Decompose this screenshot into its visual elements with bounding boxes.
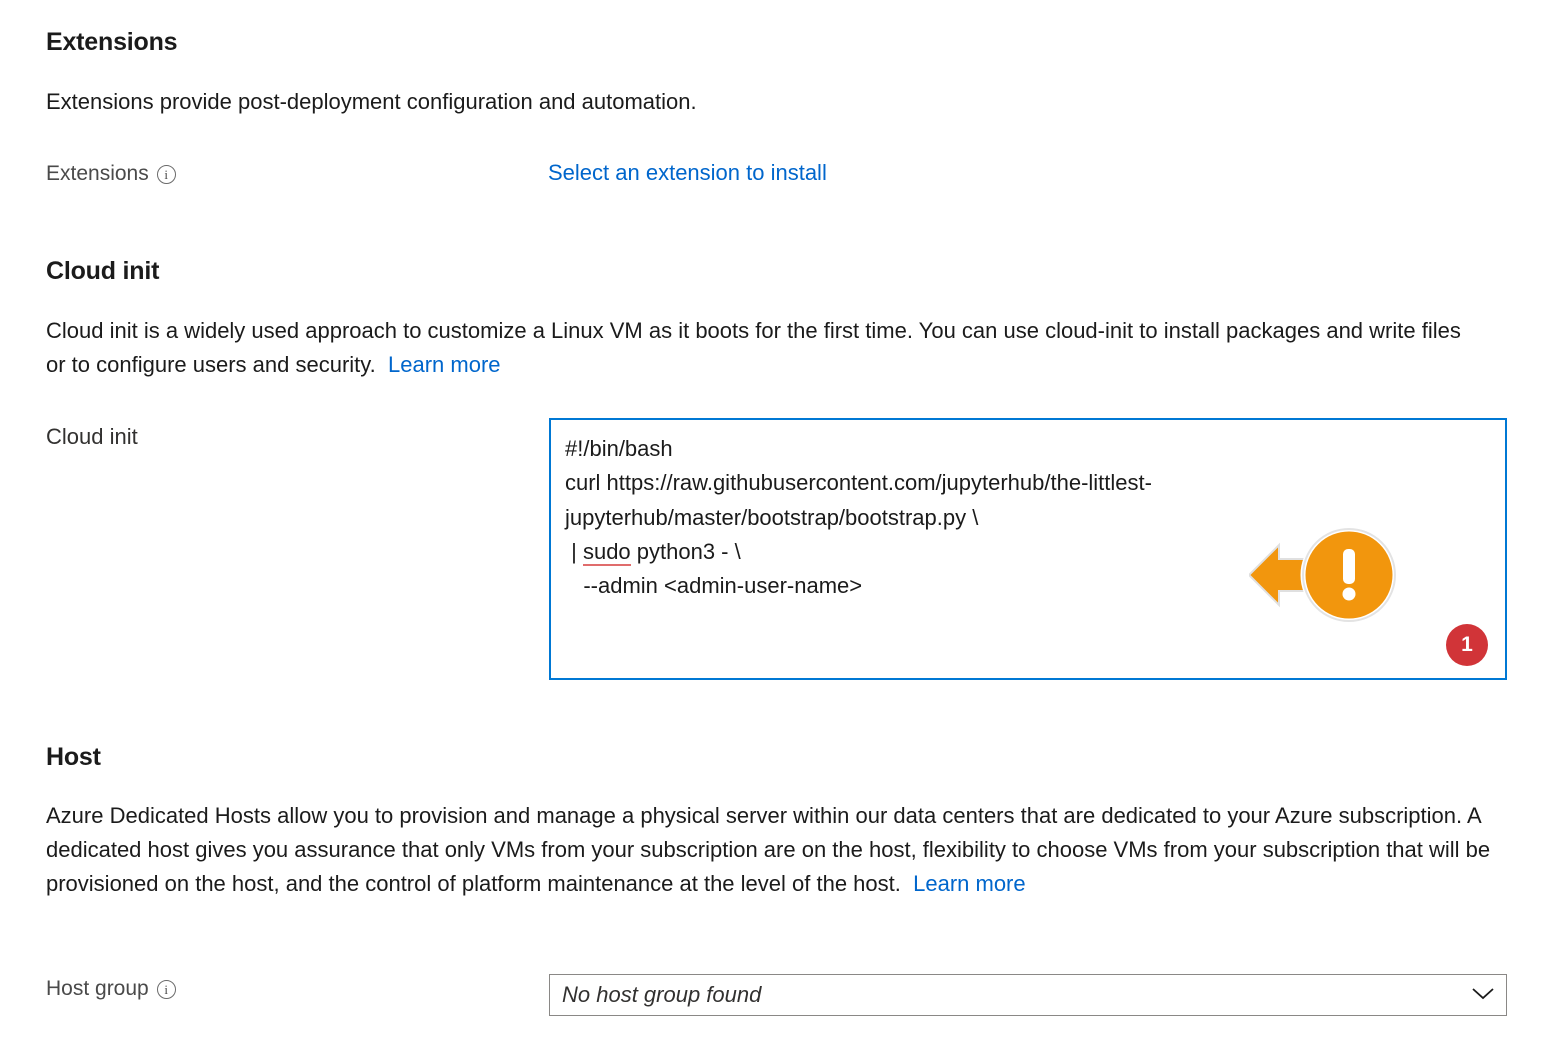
extensions-field-label-text: Extensions [46,162,149,185]
host-group-selected-value: No host group found [562,982,762,1007]
chevron-down-icon[interactable] [1472,985,1494,1006]
host-group-label-text: Host group [46,977,149,1000]
cloud-init-line-1: #!/bin/bash [565,436,673,461]
cloud-init-learn-more-link[interactable]: Learn more [388,352,501,378]
info-icon[interactable]: i [157,165,176,184]
host-section-heading: Host [46,743,101,771]
cloud-init-section-heading: Cloud init [46,257,160,285]
cloud-init-field-label: Cloud init [46,424,138,449]
select-extension-link[interactable]: Select an extension to install [548,160,827,185]
callout-step-badge: 1 [1446,624,1488,666]
host-group-field-label [46,977,176,1001]
host-group-select[interactable] [549,974,1507,1016]
cloud-init-line-4: --admin <admin-user-name> [565,573,863,599]
info-icon[interactable]: i [157,980,176,999]
cloud-init-line-3-sudo: sudo [582,538,631,564]
cloud-init-description [46,314,1466,382]
cloud-init-line-3-suffix: python3 - \ [630,538,741,564]
extensions-field-label [46,162,176,186]
extensions-description: Extensions provide post-deployment configuration and automation. [46,89,697,114]
cloud-init-line-3-prefix: | [565,538,583,564]
cloud-init-textarea[interactable] [549,418,1507,680]
host-learn-more-link[interactable]: Learn more [913,871,1026,897]
cloud-init-description-text: Cloud init is a widely used approach to customize a Linux VM as it boots for the first time. You can use cloud-init to install packages and write files or to configure users and security. [46,318,1461,378]
host-description [46,799,1498,901]
host-description-text: Azure Dedicated Hosts allow you to provision and manage a physical server within our data centers that are dedicated to your Azure subscription. A dedicated host gives you assurance that only VMs from your subscription are on the host, flexibility to choose VMs from your subscription that will be provisioned on the host, and the control of platform maintenance at the level of the host. [46,803,1491,897]
cloud-init-line-2: curl https://raw.githubusercontent.com/jupyterhub/the-littlest-jupyterhub/master/bootstrap/bootstrap.py \ [565,470,1152,530]
extensions-section-heading: Extensions [46,28,178,56]
